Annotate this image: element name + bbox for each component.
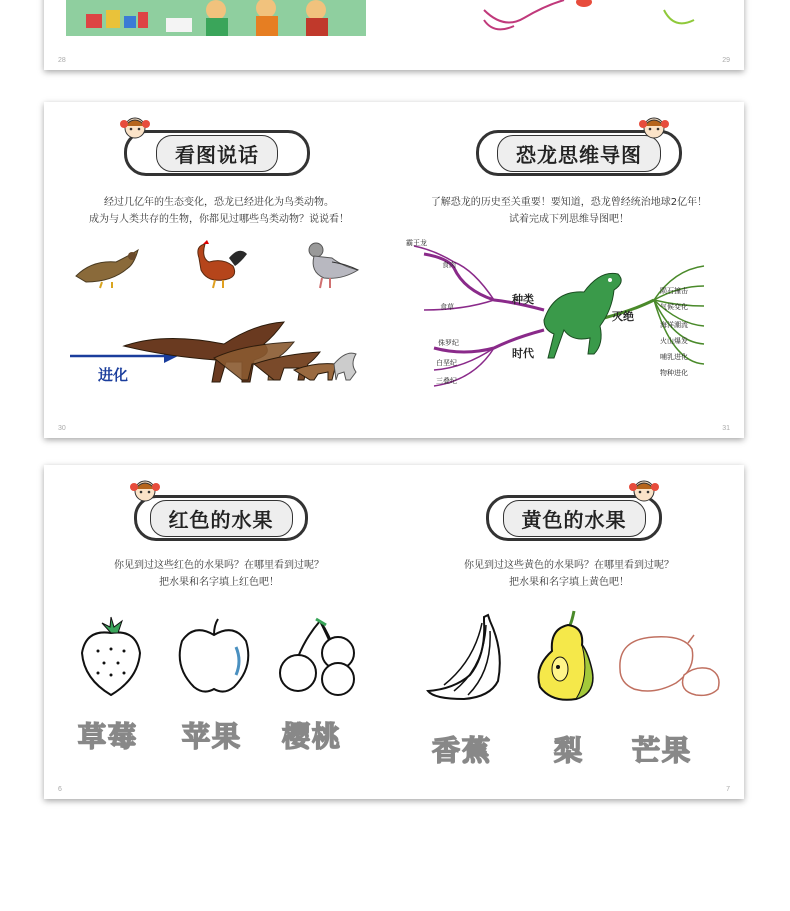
children-illustration (66, 0, 366, 36)
page-7 (394, 465, 744, 799)
book-spread-fruits (44, 465, 744, 799)
page-number: 28 (58, 57, 66, 64)
species-item: 食草 (440, 303, 454, 311)
instruction-text: 你见到过这些黄色的水果吗？在哪里看到过呢？ 把水果和名字填上黄色吧！ (464, 560, 674, 588)
fruit-name-pear: 梨 (554, 734, 585, 767)
girl-mascot-icon (130, 477, 158, 505)
extinct-item: 气候变化 (660, 303, 688, 311)
pear-illustration (530, 607, 600, 703)
species-item: 霸王龙 (406, 239, 427, 247)
book-spread-dinosaur (44, 102, 744, 438)
era-item: 白垩纪 (436, 359, 457, 367)
book-spread-top (44, 0, 744, 70)
page-28 (44, 0, 394, 70)
era-item: 三叠纪 (436, 377, 457, 385)
extinct-item: 海洋潮流 (660, 321, 688, 329)
rooster-illustration (189, 238, 249, 288)
page-title: 看图说话 (156, 135, 278, 172)
evolve-label: 进化 (98, 366, 129, 384)
instruction-text: 你见到过这些红色的水果吗？在哪里看到过呢？ 把水果和名字填上红色吧！ (114, 560, 324, 588)
mango-outline (614, 629, 724, 699)
page-number: 7 (726, 786, 730, 793)
page-29 (394, 0, 744, 70)
instruction-text: 了解恐龙的历史至关重要！要知道，恐龙曾经统治地球2亿年！ 试着完成下列思维导图吧！ (430, 197, 708, 225)
fruit-name-mango: 芒果 (632, 734, 693, 767)
title-badge (124, 130, 310, 176)
page-title: 恐龙思维导图 (497, 135, 661, 172)
cherries-outline (276, 617, 360, 697)
species-item: 食肉 (442, 261, 456, 269)
page-title: 黄色的水果 (503, 500, 646, 537)
page-number: 31 (722, 425, 730, 432)
dinosaur-to-bird-illustration (124, 314, 364, 384)
banana-outline (424, 611, 514, 703)
branch-label-extinct: 灭绝 (612, 310, 634, 323)
mindmap-fragment (424, 0, 724, 40)
page-number: 30 (58, 425, 66, 432)
pigeon-illustration (302, 236, 362, 292)
branch-label-era: 时代 (512, 347, 534, 360)
page-number: 29 (722, 57, 730, 64)
fruit-name-banana: 香蕉 (432, 734, 493, 767)
extinct-item: 物种进化 (660, 369, 688, 377)
fruit-name-cherry: 樱桃 (282, 720, 343, 753)
page-title: 红色的水果 (150, 500, 293, 537)
girl-mascot-icon (120, 114, 148, 142)
page-6 (44, 465, 394, 799)
apple-outline (174, 617, 254, 697)
instruction-text: 经过几亿年的生态变化，恐龙已经进化为鸟类动物。 成为与人类共存的生物，你都见过哪些鸟类动物？说说看！ (89, 197, 349, 225)
fruit-name-apple: 苹果 (182, 720, 243, 753)
extinct-item: 陨石撞击 (660, 287, 688, 295)
girl-mascot-icon (629, 477, 657, 505)
page-31 (394, 102, 744, 438)
strawberry-outline (76, 613, 146, 697)
extinct-item: 哺乳进化 (660, 353, 688, 361)
girl-mascot-icon (639, 114, 667, 142)
page-number: 6 (58, 786, 62, 793)
page-30 (44, 102, 394, 438)
title-badge (134, 495, 308, 541)
branch-label-species: 种类 (512, 293, 534, 306)
extinct-item: 火山爆发 (660, 337, 688, 345)
era-item: 侏罗纪 (438, 339, 459, 347)
eagle-illustration (72, 240, 142, 290)
fruit-name-strawberry: 草莓 (78, 720, 139, 753)
